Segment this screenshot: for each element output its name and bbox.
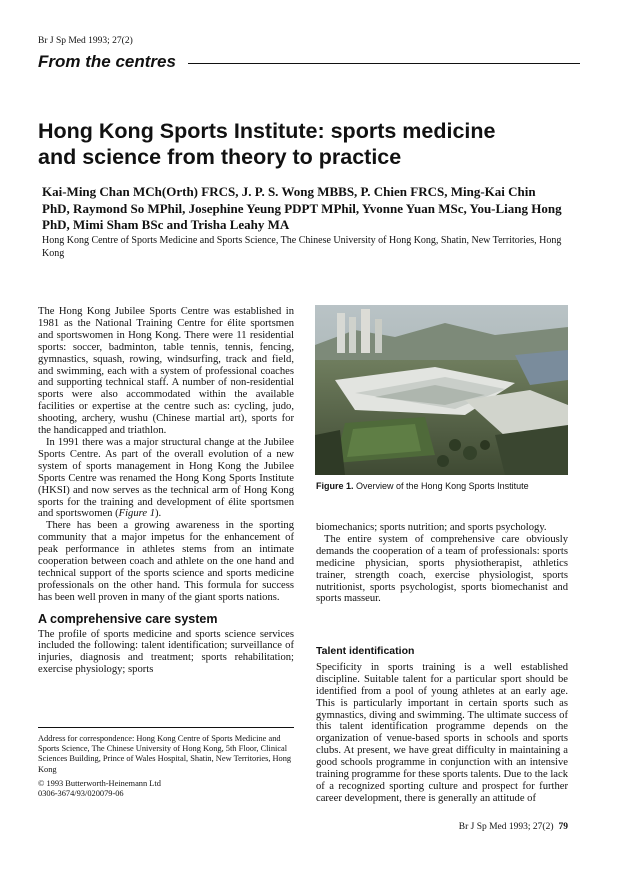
- paragraph: Specificity in sports training is a well established discipline. Suitable talent for a particular sport should be identified from a pool of young athletes at an early age. This is particularly important in certain sports such as gymnastics, diving and swimming. The ultimate success of this talent identification programme depends on the organization of venue-based sports in schools and sports clubs. At present, we have great difficulty in maintaining a good schools programme in conjunction with an intensive training programme for these sports talents. Due to the lack of a recognized sporting culture and prospect for further career development, there is generally an attitude of: [316, 661, 568, 804]
- figure-reference: Figure 1: [118, 508, 156, 520]
- figure-caption: [316, 481, 569, 491]
- correspondence-address: Address for correspondence: Hong Kong Centre of Sports Medicine and Sports Science, The Chinese University of Hong Kong, 5th Floor, Clinical Sciences Building, Prince of Wales Hospital, Shatin, New Territories, Hong Kong: [38, 734, 292, 774]
- footer-journal: Br J Sp Med 1993; 27(2): [458, 822, 554, 832]
- page-footer: [459, 822, 568, 832]
- figure-caption-text: Overview of the Hong Kong Sports Institute: [356, 481, 529, 491]
- copyright-line: © 1993 Butterworth-Heinemann Ltd: [38, 778, 161, 788]
- article-title: Hong Kong Sports Institute: sports medicine and science from theory to practice: [38, 119, 496, 169]
- paragraph: biomechanics; sports nutrition; and sports psychology.: [316, 522, 547, 533]
- figure-photo: [315, 305, 568, 475]
- article-code: 0306-3674/93/020079-06: [38, 789, 124, 799]
- sports-institute-aerial-photo: [315, 305, 568, 475]
- section-rule: [188, 63, 580, 64]
- page-number: 79: [558, 822, 568, 832]
- left-column: [38, 306, 294, 676]
- section-header: [38, 52, 580, 74]
- correspondence-footnote: [38, 727, 294, 799]
- right-column-top: [316, 522, 568, 605]
- section-label: From the centres: [38, 52, 180, 72]
- right-column-bottom: [316, 646, 568, 805]
- figure-label: Figure 1.: [316, 481, 354, 491]
- section-heading: A comprehensive care system: [38, 611, 218, 626]
- author-list: Kai-Ming Chan MCh(Orth) FRCS, J. P. S. Wong MBBS, P. Chien FRCS, Ming-Kai Chin PhD, Raymond So MPhil, Josephine Yeung PDPT MPhil, Yvonne Yuan MSc, You-Liang Hong PhD, Mimi Sham BSc and Trisha Leahy MA: [42, 184, 562, 232]
- running-head: Br J Sp Med 1993; 27(2): [38, 36, 133, 46]
- affiliation: Hong Kong Centre of Sports Medicine and Sports Science, The Chinese University of Hong Kong, Shatin, New Territories, Hong Kong: [42, 235, 562, 259]
- paragraph: The entire system of comprehensive care obviously demands the cooperation of a team of professionals: sports medicine physician, sports physiotherapist, athletics trainer, strength coach, exercise physiologist, sports nutritionist, sports psychologist, sports biomechanist and sports masseur.: [316, 533, 568, 605]
- paragraph: There has been a growing awareness in the sporting community that a major impetus for the enhancement of peak performance in athletes stems from an intimate cooperation between coach and athlete on the one hand and technical support of the sports science and sports medicine professionals on the other hand. This formula for success has been well proven in many of the giant sports nations.: [38, 520, 294, 603]
- paragraph: The profile of sports medicine and sports science services included the following: talent identification; surveillance of injuries, diagnosis and treatment; sports rehabilitation; exercise physiology; sports: [38, 628, 294, 676]
- paragraph: The Hong Kong Jubilee Sports Centre was established in 1981 as the National Training Centre for élite sportsmen and sportswomen in Hong Kong. There were 11 residential sports: soccer, badminton, table tennis, tennis, fencing, gymnastics, squash, rowing, windsurfing, track and field, and swimming, each with a system of professional coaches and supporting technical staff. A number of non-residential sports were also accommodated within the available facilities or expertise at the centre such as: cycling, judo, shooting, archery, wushu (Chinese martial art), sports for the handicapped and triathlon.: [38, 306, 294, 437]
- section-heading: Talent identification: [316, 645, 415, 657]
- paragraph: In 1991 there was a major structural change at the Jubilee Sports Centre. As part of the overall evolution of a new system of sports management in Hong Kong the Jubilee Sports Centre was renamed the Hong Kong Sports Institute (HKSI) and now serves as the technical arm of Hong Kong sports for the training and development of élite sportsmen and sportswomen (Figure 1).: [38, 436, 294, 520]
